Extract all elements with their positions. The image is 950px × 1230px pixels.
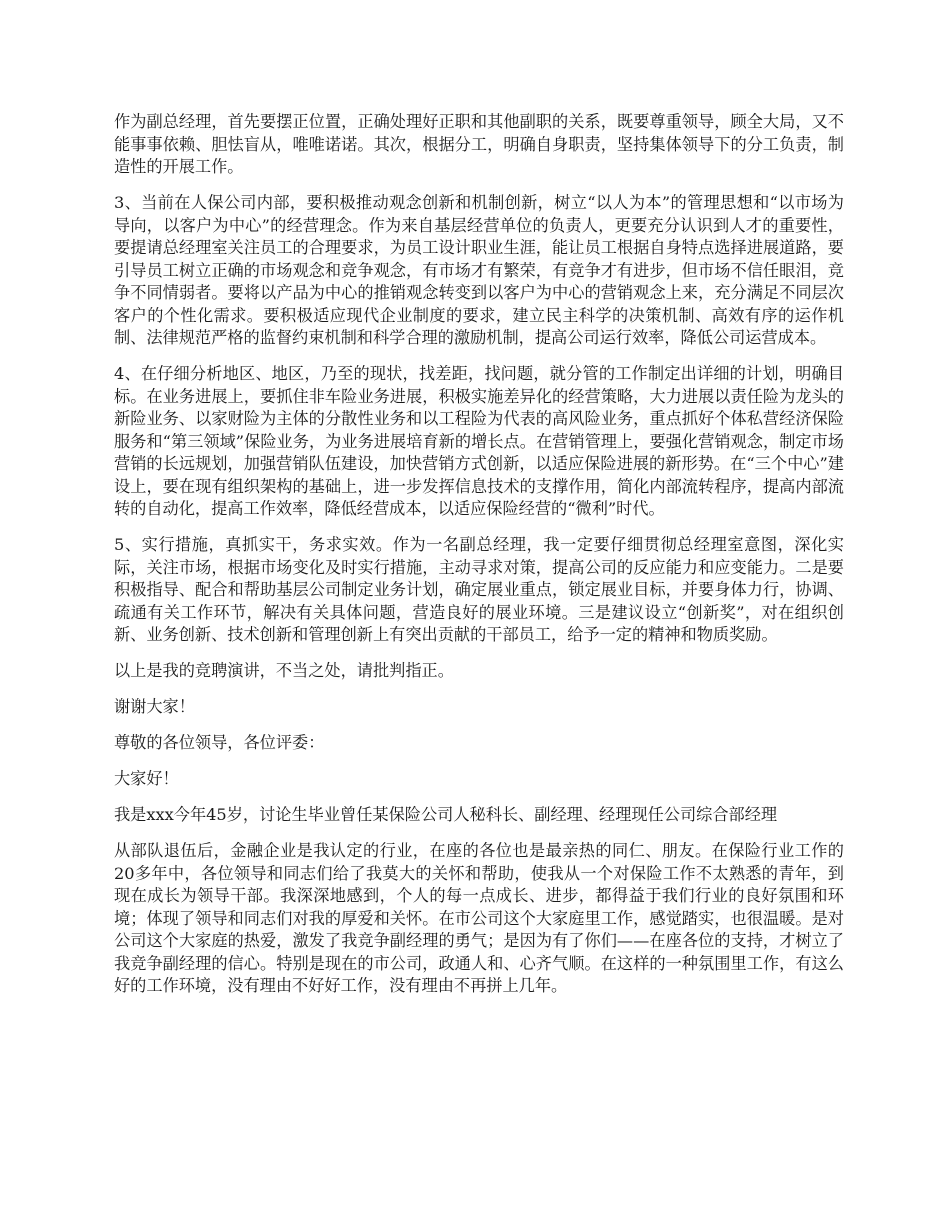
paragraph-thanks: 谢谢大家！ <box>114 697 195 716</box>
paragraph-background: 从部队退伍后，金融企业是我认定的行业，在座的各位也是最亲热的同仁、朋友。在保险行业工作的20多年中，各位领导和同志们给了我莫大的关怀和帮助，使我从一个对保险工作不太熟悉的青年，到现在成长为领导干部。我深深地感到，个人的每一点成长、进步，都得益于我们行业的良好氛围和环境；体现了领导和同志们对我的厚爱和关怀。在市公司这个大家庭里工作，感觉踏实，也很温暖。是对公司这个大家庭的热爱，激发了我竞争副经理的勇气；是因为有了你们——在座各位的支持，才树立了我竞争副经理的信心。特别是现在的市公司，政通人和、心齐气顺。在这样的一种氛围里工作，有这么好的工作环境，没有理由不好好工作，没有理由不再拼上几年。 <box>114 841 844 995</box>
paragraph-self-intro: 我是xxx今年45岁，讨论生毕业曾任某保险公司人秘科长、副经理、经理现任公司综合部经理 <box>114 805 778 824</box>
paragraph-point-3: 3、当前在人保公司内部，要积极推动观念创新和机制创新，树立“以人为本”的管理思想和“以市场为导向，以客户为中心”的经营理念。作为来自基层经营单位的负责人，更要充分认识到人才的重要性，要提请总经理室关注员工的合理要求，为员工设计职业生涯，能让员工根据自身特点选择进展道路，要引导员工树立正确的市场观念和竞争观念，有市场才有繁荣，有竞争才有进步，但市场不信任眼泪，竞争不同情弱者。要将以产品为中心的推销观念转变到以客户为中心的营销观念上来，充分满足不同层次客户的个性化需求。要积极适应现代企业制度的要求，建立民主科学的决策机制、高效有序的运作机制、法律规范严格的监督约束机制和科学合理的激励机制，提高公司运行效率，降低公司运营成本。 <box>114 193 844 347</box>
paragraph-closing: 以上是我的竞聘演讲，不当之处，请批判指正。 <box>114 661 454 680</box>
paragraph-point-5: 5、实行措施，真抓实干，务求实效。作为一名副总经理，我一定要仔细贯彻总经理室意图，深化实际，关注市场，根据市场变化及时实行措施，主动寻求对策，提高公司的反应能力和应变能力。二是要积极指导、配合和帮助基层公司制定业务计划，确定展业重点，锁定展业目标，并要身体力行，协调、疏通有关工作环节，解决有关具体问题，营造良好的展业环境。三是建议设立“创新奖”，对在组织创新、业务创新、技术创新和管理创新上有突出贡献的干部员工，给予一定的精神和物质奖励。 <box>114 535 844 644</box>
document-body <box>114 111 844 1011</box>
paragraph-salutation: 尊敬的各位领导，各位评委： <box>114 733 325 752</box>
paragraph-greeting: 大家好！ <box>114 769 179 788</box>
paragraph-deputy-role: 作为副总经理，首先要摆正位置，正确处理好正职和其他副职的关系，既要尊重领导，顾全大局，又不能事事依赖、胆怯盲从，唯唯诺诺。其次，根据分工，明确自身职责，坚持集体领导下的分工负责，制造性的开展工作。 <box>114 112 844 176</box>
paragraph-point-4: 4、在仔细分析地区、地区，乃至的现状，找差距，找问题，就分管的工作制定出详细的计划，明确目标。在业务进展上，要抓住非车险业务进展，积极实施差异化的经营策略，大力进展以责任险为龙头的新险业务、以家财险为主体的分散性业务和以工程险为代表的高风险业务，重点抓好个体私营经济保险服务和“第三领域”保险业务，为业务进展培育新的增长点。在营销管理上，要强化营销观念，制定市场营销的长远规划，加强营销队伍建设，加快营销方式创新，以适应保险进展的新形势。在“三个中心”建设上，要在现有组织架构的基础上，进一步发挥信息技术的支撑作用，简化内部流转程序，提高内部流转的自动化，提高工作效率，降低经营成本，以适应保险经营的“微利”时代。 <box>114 364 844 518</box>
